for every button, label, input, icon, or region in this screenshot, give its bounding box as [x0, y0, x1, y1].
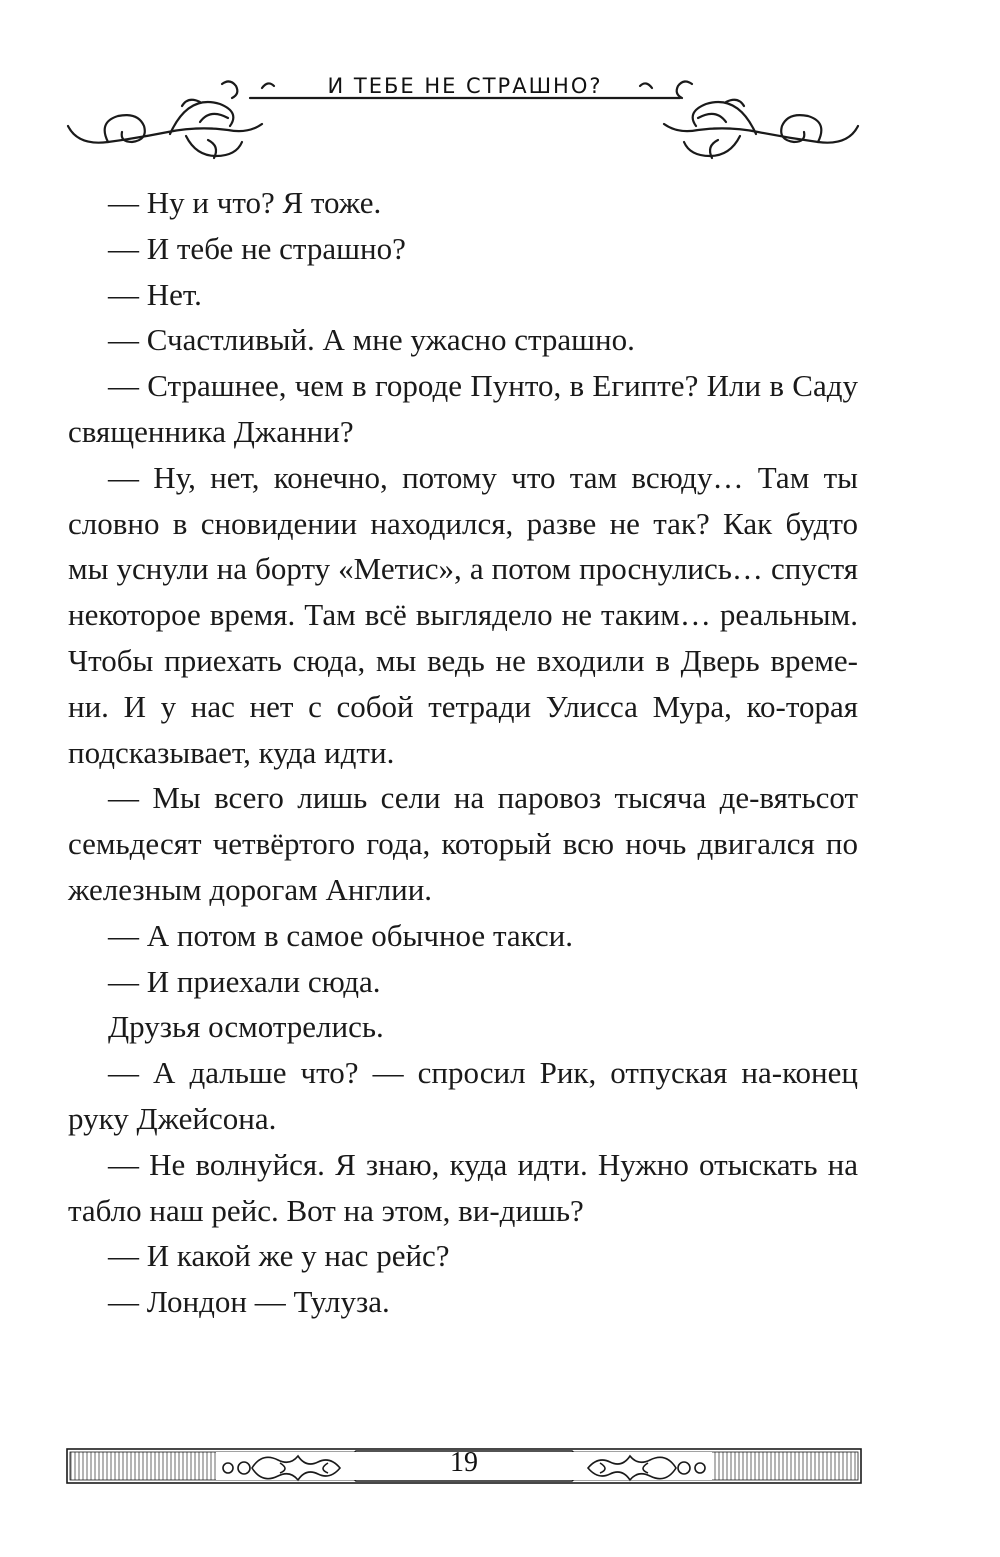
running-title: И ТЕБЕ НЕ СТРАШНО? [327, 74, 603, 98]
page-number: 19 [450, 1447, 478, 1478]
paragraph: — И приехали сюда. [108, 963, 381, 999]
paragraph: — Мы всего лишь сели на паровоз тысяча де-вятьсот семьдесят четвёртого года, который всю ночь двигался по железным дорогам Англии. [68, 780, 858, 907]
paragraph: Друзья осмотрелись. [108, 1009, 384, 1045]
paragraph: — Не волнуйся. Я знаю, куда идти. Нужно отыскать на табло наш рейс. Вот на этом, ви-дишь? [68, 1146, 858, 1228]
paragraph: — Ну и что? Я тоже. [108, 185, 382, 220]
paragraph: — Счастливый. А мне ужасно страшно. [108, 322, 635, 358]
paragraph: — Лондон — Тулуза. [108, 1284, 390, 1320]
paragraph: — И тебе не страшно? [108, 230, 406, 266]
paragraph: — Нет. [108, 276, 202, 312]
paragraph: — Ну, нет, конечно, потому что там всюду… Там ты словно в сновидении находился, разве не так? Как будто мы уснули на борту «Метис», а потом проснулись… спустя некоторое время. Там всё выглядело не таким… реальным. Чтобы приехать сюда, мы ведь не входили в Дверь време-ни. И у нас нет с собой тетради Улисса Мура, ко-торая подсказывает, куда идти. [68, 459, 858, 770]
body-text [68, 180, 858, 1325]
page-footer [66, 1443, 862, 1491]
paragraph: — И какой же у нас рейс? [108, 1238, 450, 1274]
paragraph: — А потом в самое обычное такси. [108, 917, 574, 953]
paragraph: — Страшнее, чем в городе Пунто, в Египте? Или в Саду священника Джанни? [68, 368, 858, 449]
paragraph: — А дальше что? — спросил Рик, отпуская на-конец руку Джейсона. [68, 1055, 858, 1136]
running-header [0, 62, 1000, 172]
